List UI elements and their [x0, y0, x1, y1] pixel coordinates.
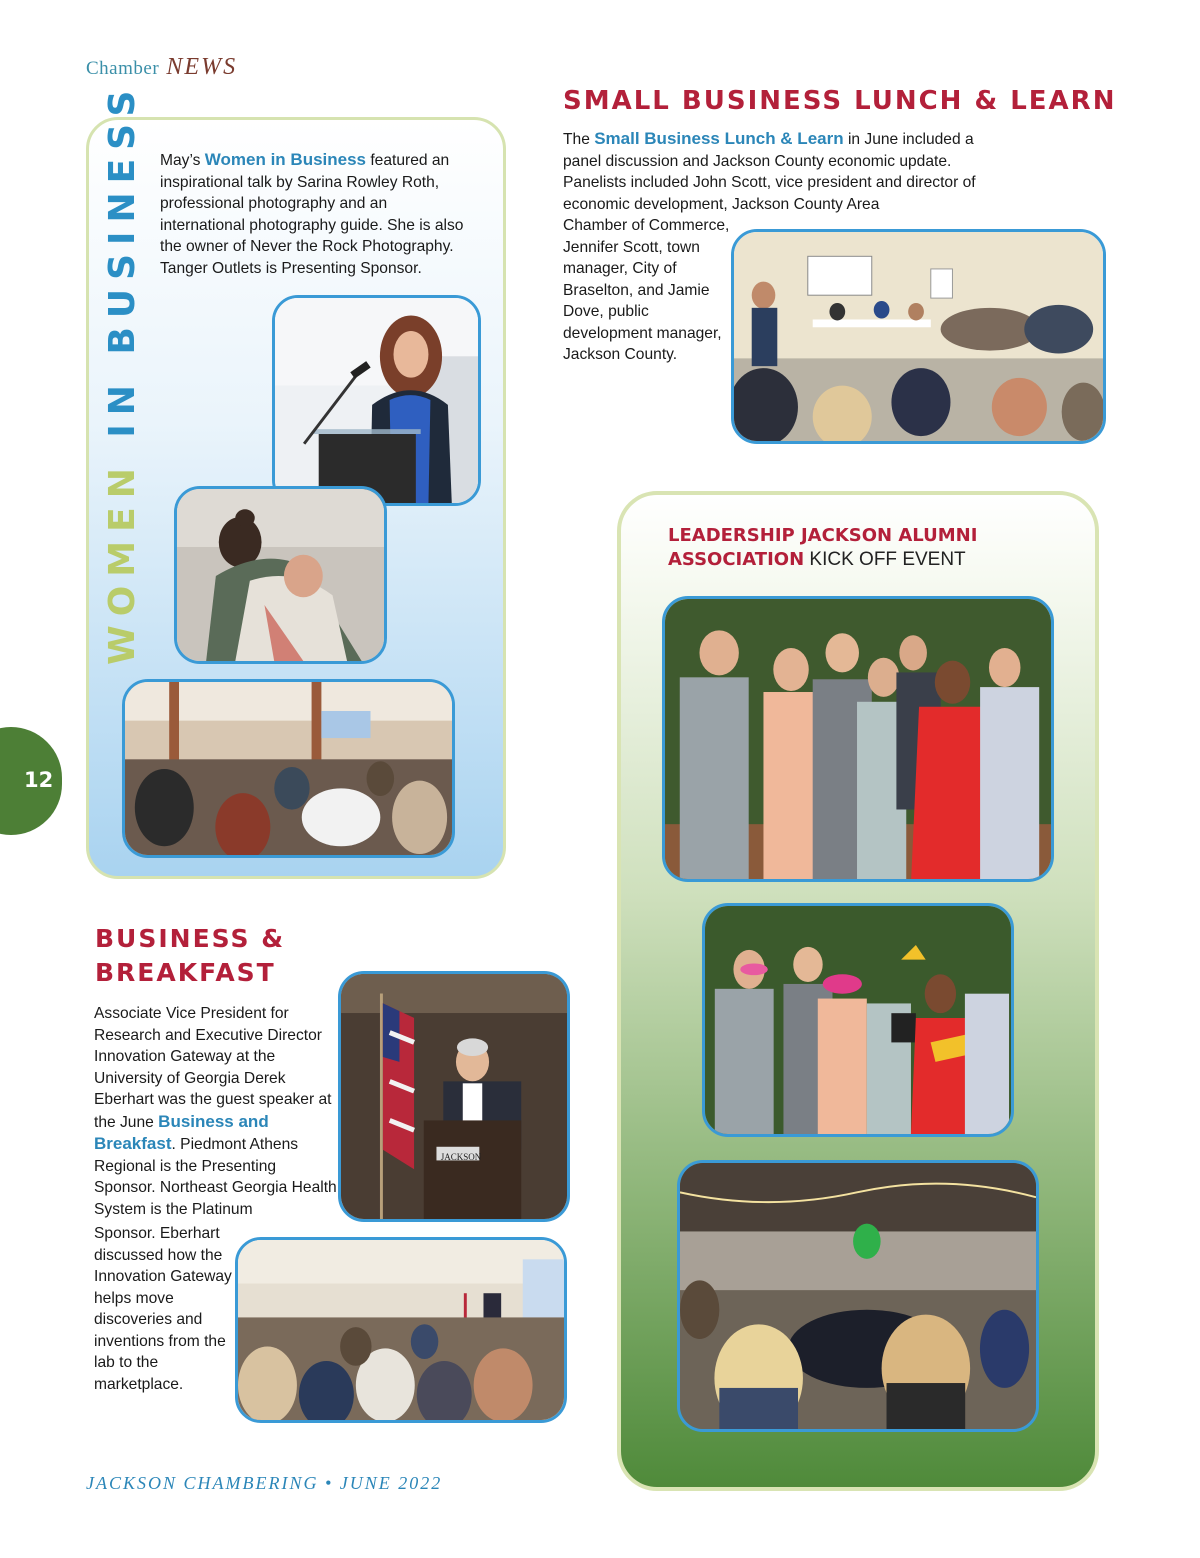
speaker-photo: [272, 295, 481, 506]
header-news: NEWS: [166, 54, 238, 80]
small-business-text: [563, 128, 1003, 215]
kickoff-event-photo: [677, 1160, 1039, 1432]
small-business-text-wrap: Chamber of Commerce, Jennifer Scott, town manager, City of Braselton, and Jamie Dove, public development manager, Jackson County.: [563, 217, 730, 363]
leadership-title-rest: KICK OFF EVENT: [804, 549, 966, 570]
leadership-title-red: LEADERSHIP JACKSON ALUMNI ASSOCIATION: [668, 525, 978, 570]
hug-photo: [174, 486, 387, 664]
sbl-text-pre: The: [563, 131, 595, 148]
page-number: 12: [24, 768, 54, 792]
breakfast-audience-photo: [235, 1237, 567, 1423]
header-chamber: Chamber: [86, 58, 160, 79]
wib-text-pre: May’s: [160, 152, 205, 169]
small-business-title: SMALL BUSINESS LUNCH & LEARN: [563, 86, 1117, 116]
vertical-title-women: WOMEN: [102, 459, 143, 665]
photo-booth-photo: [702, 903, 1014, 1137]
leadership-title: [668, 524, 1048, 572]
audience-photo: [122, 679, 455, 858]
sbl-highlight: Small Business Lunch & Learn: [594, 129, 844, 148]
business-breakfast-title: BUSINESS & BREAKFAST: [95, 924, 286, 987]
lunch-learn-photo: [731, 229, 1106, 444]
wib-highlight: Women in Business: [204, 150, 366, 169]
women-in-business-vertical-title: [102, 82, 143, 665]
alumni-group-photo: [662, 596, 1054, 882]
podium-sign: JACKSON: [440, 1152, 482, 1162]
bb-text-pre: Associate Vice President for Research and Executive Director Innovation Gateway at the University of Georgia Derek Eberhart was the guest speaker at the June: [94, 1005, 332, 1131]
bb-text-post: . Piedmont Athens Regional is the Presenting Sponsor. Northeast Georgia Health System is the Platinum: [94, 1136, 337, 1218]
eberhart-speaker-photo: [338, 971, 570, 1222]
wib-text-post: featured an inspirational talk by Sarina Rowley Roth, professional photography and an international photography guide. She is also the owner of Never the Rock Photography. Tanger Outlets is Presenting Sponsor.: [160, 152, 464, 277]
women-in-business-text: [160, 149, 475, 279]
section-header: [86, 54, 237, 81]
sbl-text-post: in June included a panel discussion and Jackson County economic update. Panelists included John Scott, vice president and director of economic development, Jackson County Area: [563, 131, 976, 213]
business-breakfast-text: [94, 1003, 339, 1220]
footer: JACKSON CHAMBERING • JUNE 2022: [86, 1473, 443, 1493]
business-breakfast-text-wrap: Sponsor. Eberhart discussed how the Innovation Gateway helps move discoveries and inventions from the lab to the marketplace.: [94, 1225, 232, 1393]
vertical-title-in-business: IN BUSINESS: [102, 81, 143, 438]
bb-highlight: Business and Breakfast: [94, 1111, 269, 1153]
